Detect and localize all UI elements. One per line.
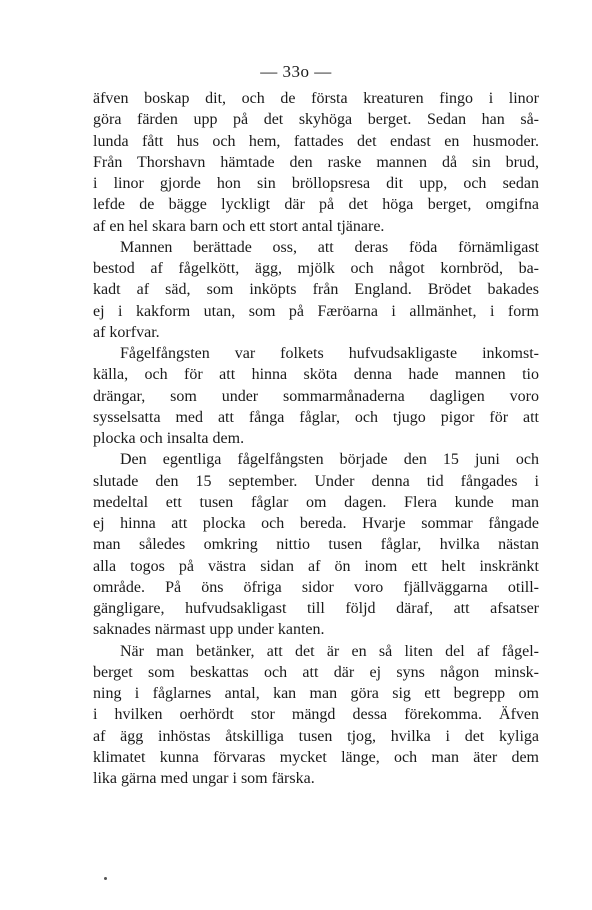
paragraph	[93, 449, 539, 640]
text-line: område. På öns öfriga sidor voro fjällväggarna otill-	[93, 578, 539, 596]
text-line: berget som beskattas och att där ej syns någon minsk-	[93, 663, 539, 681]
text-line: i linor gjorde hon sin bröllopsresa dit upp, och sedan	[93, 175, 539, 192]
stray-mark	[104, 877, 107, 880]
paragraph	[93, 237, 539, 343]
text-line: Mannen berättade oss, att deras föda förnämligast	[120, 238, 539, 256]
text-line: Den egentliga fågelfångsten började den 15 juni och	[120, 451, 539, 469]
text-line: sysselsatta med att fånga fåglar, och tjugo pigor för att	[93, 408, 539, 426]
text-line: Fågelfångsten var folkets hufvudsakligaste inkomst-	[120, 345, 539, 362]
text-line: gängligare, hufvudsakligast till följd däraf, att afsatser	[93, 600, 539, 617]
text-line: medeltal ett tusen fåglar om dagen. Flera kunde man	[93, 493, 539, 511]
text-line: klimatet kunna förvaras mycket länge, och man äter dem	[93, 748, 539, 766]
text-line: man således omkring nittio tusen fåglar, hvilka nästan	[93, 536, 539, 554]
text-line: plocka och insalta dem.	[93, 430, 245, 447]
text-line: slutade den 15 september. Under denna tid fångades i	[93, 472, 539, 490]
text-line: göra färden upp på det skyhöga berget. Sedan han så-	[93, 111, 539, 129]
text-line: af korfvar.	[93, 323, 160, 341]
text-line: ej i kakform utan, som på Færöarna i allmänhet, i form	[93, 302, 539, 320]
text-line: saknades närmast upp under kanten.	[93, 621, 325, 639]
text-line: alla togos på västra sidan af ön inom ett helt inskränkt	[93, 557, 539, 575]
text-line: af en hel skara barn och ett stort antal tjänare.	[93, 217, 385, 235]
paragraph	[93, 641, 539, 790]
text-line: bestod af fågelkött, ägg, mjölk och något kornbröd, ba-	[93, 260, 539, 277]
text-line: lefde de bägge lyckligt där på det höga berget, omgifna	[93, 196, 539, 214]
body-text	[93, 88, 539, 789]
text-line: i hvilken oerhördt stor mängd dessa förekomma. Äfven	[93, 706, 539, 724]
text-line: Från Thorshavn hämtade den raske mannen då sin brud,	[93, 153, 539, 171]
text-line: källa, och för att hinna sköta denna hade mannen tio	[93, 366, 539, 384]
text-line: kadt af säd, som inköpts från England. Brödet bakades	[93, 281, 539, 299]
text-line: ning i fåglarnes antal, kan man göra sig ett begrepp om	[93, 685, 539, 702]
text-line: När man betänker, att det är en så liten del af fågel-	[120, 642, 539, 660]
text-line: äfven boskap dit, och de första kreaturen fingo i linor	[93, 90, 539, 107]
paragraph	[93, 343, 539, 449]
text-line: af ägg inhöstas åtskilliga tusen tjog, hvilka i det kyliga	[93, 727, 539, 745]
text-line: ej hinna att plocka och bereda. Hvarje sommar fångade	[93, 515, 539, 532]
text-line: drängar, som under sommarmånaderna dagligen voro	[93, 387, 539, 405]
text-line: lika gärna med ungar i som färska.	[93, 770, 315, 787]
page-number: — 33o —	[260, 62, 332, 81]
paragraph	[93, 88, 539, 237]
text-line: lunda fått hus och hem, fattades det endast en husmoder.	[93, 132, 539, 150]
